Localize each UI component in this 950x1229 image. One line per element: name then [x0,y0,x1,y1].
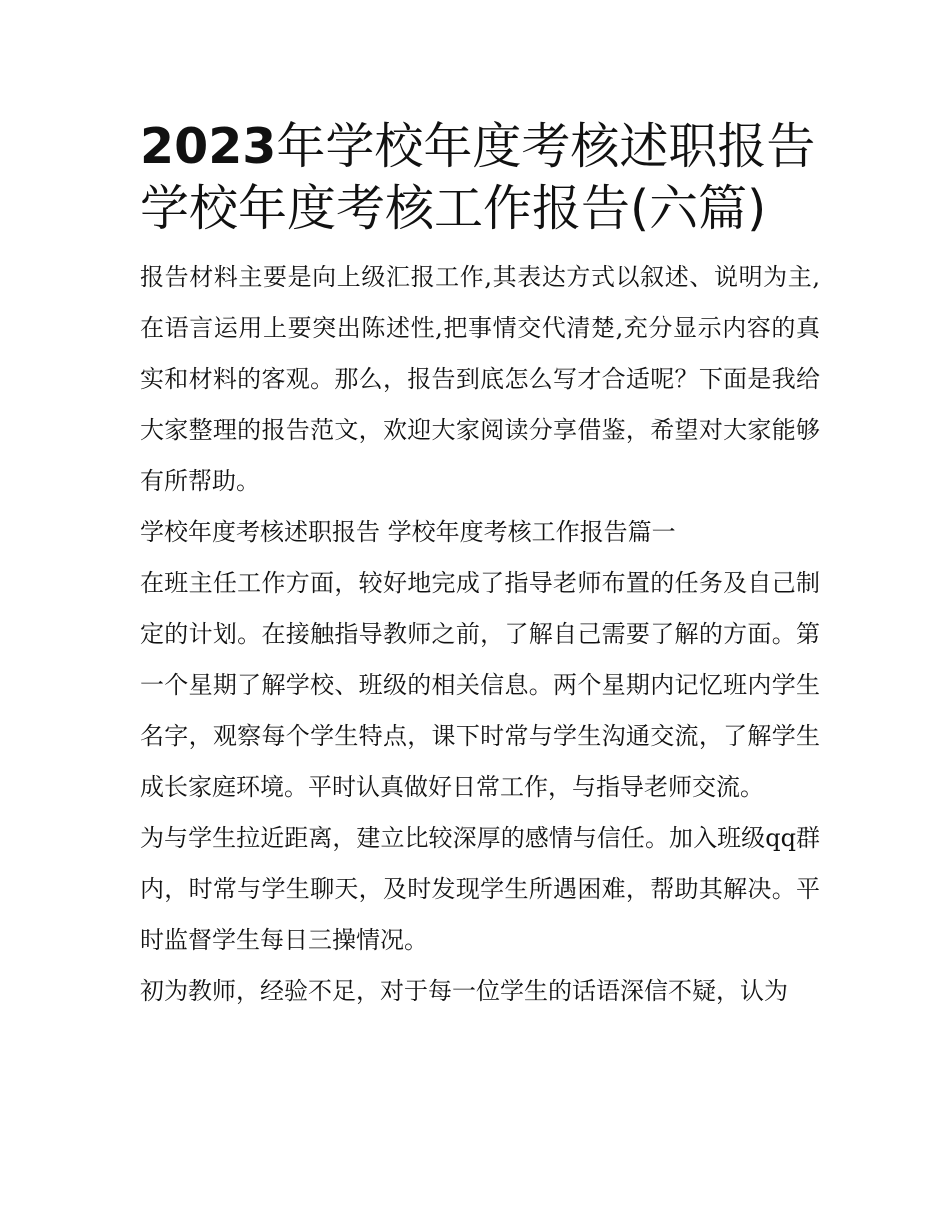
document-title [140,116,820,240]
body-paragraph-1: 在班主任工作方面，较好地完成了指导老师布置的任务及自己制定的计划。在接触指导教师之前，了解自己需要了解的方面。第一个星期了解学校、班级的相关信息。两个星期内记忆班内学生名字，观察每个学生特点，课下时常与学生沟通交流，了解学生成长家庭环境。平时认真做好日常工作，与指导老师交流。 [140,569,820,801]
intro-paragraph: 报告材料主要是向上级汇报工作,其表达方式以叙述、说明为主,在语言运用上要突出陈述性,把事情交代清楚,充分显示内容的真实和材料的客观。那么，报告到底怎么写才合适呢？下面是我给大家整理的报告范文，欢迎大家阅读分享借鉴，希望对大家能够有所帮助。 [140,263,820,495]
title-line-1 [140,116,820,178]
document-page [140,116,820,1017]
section-heading: 学校年度考核述职报告 学校年度考核工作报告篇一 [140,518,676,546]
title-line-2: 学校年度考核工作报告(六篇) [140,180,767,237]
title-year: 2023 [140,118,277,175]
body-paragraph-2: 为与学生拉近距离，建立比较深厚的感情与信任。加入班级qq群内，时常与学生聊天，及时发现学生所遇困难，帮助其解决。平时监督学生每日三操情况。 [140,824,820,954]
title-line-1-text: 年学校年度考核述职报告 [276,118,816,175]
body-paragraph-3: 初为教师，经验不足，对于每一位学生的话语深信不疑，认为 [140,977,788,1005]
